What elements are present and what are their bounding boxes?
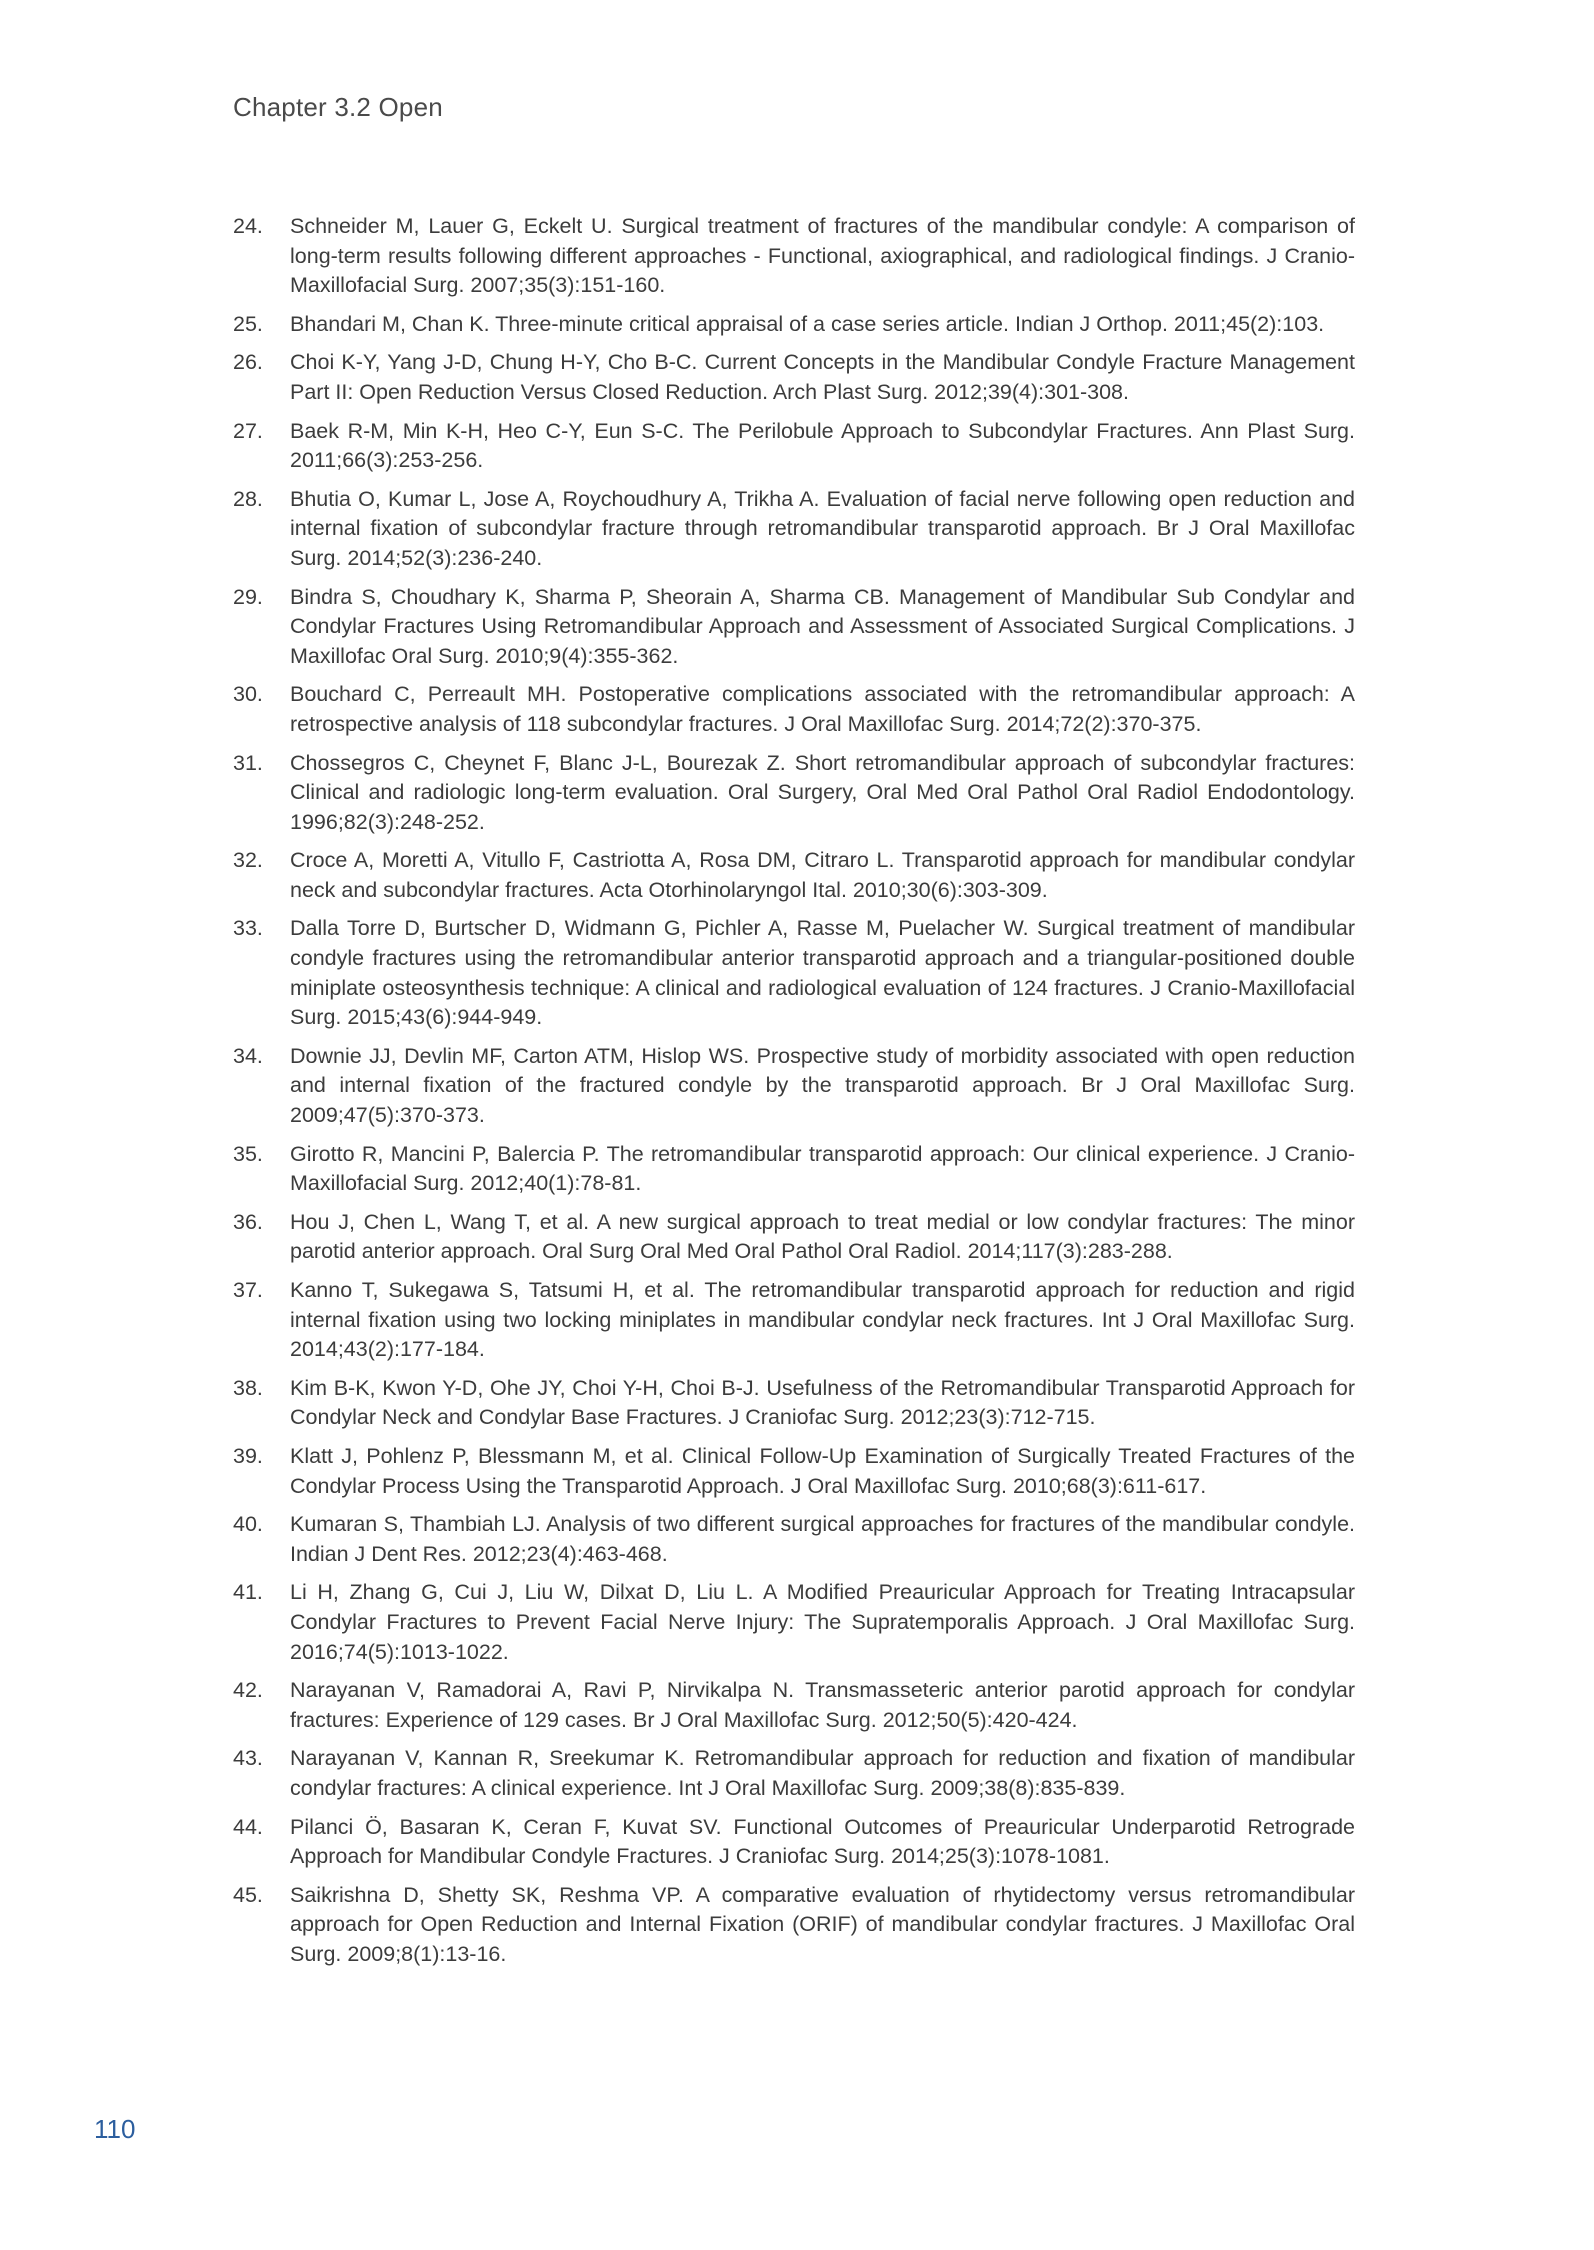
reference-text: Saikrishna D, Shetty SK, Reshma VP. A comparative evaluation of rhytidectomy versus retromandibular approach for Open Reduction and Internal Fixation (ORIF) of mandibular condylar fractures. J Maxillofac Oral Surg. 2009;8(1):13-16. [290, 1882, 1355, 1966]
reference-text: Baek R-M, Min K-H, Heo C-Y, Eun S-C. The Perilobule Approach to Subcondylar Fractures. Ann Plast Surg. 2011;66(3):253-256. [290, 418, 1355, 473]
reference-number: 24. [233, 214, 263, 238]
reference-number: 33. [233, 916, 263, 941]
reference-number: 28. [233, 486, 263, 511]
reference-item [233, 1374, 1355, 1433]
reference-number: 42. [233, 1678, 263, 1703]
reference-list [233, 212, 1355, 1978]
reference-text: Kim B-K, Kwon Y-D, Ohe JY, Choi Y-H, Choi B-J. Usefulness of the Retromandibular Transparotid Approach for Condylar Neck and Condylar Base Fractures. J Craniofac Surg. 2012;23(3):712-715. [290, 1375, 1355, 1430]
reference-text: Dalla Torre D, Burtscher D, Widmann G, Pichler A, Rasse M, Puelacher W. Surgical treatment of mandibular condyle fractures using the retromandibular anterior transparotid approach and a triangular-positioned double miniplate osteosynthesis technique: A clinical and radiological evaluation of 124 fractures. J Cranio-Maxillofacial Surg. 2015;43(6):944-949. [290, 916, 1355, 1030]
reference-item [233, 749, 1355, 838]
reference-text: Narayanan V, Ramadorai A, Ravi P, Nirvikalpa N. Transmasseteric anterior parotid approach for condylar fractures: Experience of 129 cases. Br J Oral Maxillofac Surg. 2012;50(5):420-424. [290, 1678, 1355, 1732]
reference-number: 32. [233, 848, 263, 873]
reference-item [233, 1140, 1355, 1199]
reference-number: 35. [233, 1141, 263, 1166]
reference-number: 27. [233, 418, 263, 443]
page-number: 110 [94, 2114, 136, 2144]
reference-item [233, 1676, 1355, 1735]
reference-text: Pilanci Ö, Basaran K, Ceran F, Kuvat SV. Functional Outcomes of Preauricular Underparotid Retrograde Approach for Mandibular Condyle Fractures. J Craniofac Surg. 2014;25(3):1078-1081. [290, 1814, 1355, 1869]
reference-number: 40. [233, 1512, 263, 1537]
reference-number: 30. [233, 682, 263, 707]
reference-item [233, 1881, 1355, 1970]
reference-item [233, 1276, 1355, 1365]
reference-text: Chossegros C, Cheynet F, Blanc J-L, Bourezak Z. Short retromandibular approach of subcondylar fractures: Clinical and radiologic long-term evaluation. Oral Surgery, Oral Med Oral Pathol Oral Radiol Endodontology. 1996;82(3):248-252. [290, 750, 1355, 834]
reference-text: Bouchard C, Perreault MH. Postoperative complications associated with the retromandibular approach: A retrospective analysis of 118 subcondylar fractures. J Oral Maxillofac Surg. 2014;72(2):370-375. [290, 682, 1355, 736]
reference-text: Downie JJ, Devlin MF, Carton ATM, Hislop WS. Prospective study of morbidity associated with open reduction and internal fixation of the fractured condyle by the transparotid approach. Br J Oral Maxillofac Surg. 2009;47(5):370-373. [290, 1043, 1355, 1128]
reference-item [233, 417, 1355, 476]
reference-number: 29. [233, 584, 263, 609]
reference-number: 39. [233, 1443, 263, 1468]
reference-text: Narayanan V, Kannan R, Sreekumar K. Retromandibular approach for reduction and fixation of mandibular condylar fractures: A clinical experience. Int J Oral Maxillofac Surg. 2009;38(8):835-839. [290, 1746, 1355, 1800]
reference-number: 34. [233, 1043, 263, 1068]
reference-text: Bhutia O, Kumar L, Jose A, Roychoudhury A, Trikha A. Evaluation of facial nerve following open reduction and internal fixation of subcondylar fracture through retromandibular transparotid approach. Br J Oral Maxillofac Surg. 2014;52(3):236-240. [290, 486, 1355, 570]
reference-text: Kanno T, Sukegawa S, Tatsumi H, et al. The retromandibular transparotid approach for reduction and rigid internal fixation using two locking miniplates in mandibular condylar neck fractures. Int J Oral Maxillofac Surg. 2014;43(2):177-184. [290, 1278, 1355, 1362]
reference-text: Hou J, Chen L, Wang T, et al. A new surgical approach to treat medial or low condylar fractures: The minor parotid anterior approach. Oral Surg Oral Med Oral Pathol Oral Radiol. 2014;117(3):283-288. [290, 1209, 1355, 1264]
reference-item [233, 1578, 1355, 1667]
reference-text: Bhandari M, Chan K. Three-minute critical appraisal of a case series article. Indian J Orthop. 2011;45(2):103. [290, 311, 1325, 336]
reference-number: 44. [233, 1814, 263, 1839]
running-head: Chapter 3.2 Open [233, 92, 443, 122]
reference-text: Bindra S, Choudhary K, Sharma P, Sheorain A, Sharma CB. Management of Mandibular Sub Condylar and Condylar Fractures Using Retromandibular Approach and Assessment of Associated Surgical Complications. J Maxillofac Oral Surg. 2010;9(4):355-362. [290, 584, 1355, 668]
reference-number: 45. [233, 1882, 263, 1907]
reference-item [233, 1813, 1355, 1872]
reference-text: Li H, Zhang G, Cui J, Liu W, Dilxat D, Liu L. A Modified Preauricular Approach for Treating Intracapsular Condylar Fractures to Prevent Facial Nerve Injury: The Supratemporalis Approach. J Oral Maxillofac Surg. 2016;74(5):1013-1022. [290, 1580, 1355, 1664]
reference-item [233, 1208, 1355, 1267]
reference-item [233, 1744, 1355, 1803]
reference-number: 31. [233, 750, 263, 775]
reference-item [233, 1042, 1355, 1131]
reference-number: 25. [233, 311, 263, 336]
reference-item [233, 348, 1355, 407]
reference-text: Girotto R, Mancini P, Balercia P. The retromandibular transparotid approach: Our clinical experience. J Cranio-Maxillofacial Surg. 2012;40(1):78-81. [290, 1141, 1355, 1196]
reference-number: 43. [233, 1746, 263, 1771]
reference-item [233, 680, 1355, 739]
reference-item [233, 212, 1355, 301]
reference-text: Schneider M, Lauer G, Eckelt U. Surgical treatment of fractures of the mandibular condyle: A comparison of long-term results following different approaches - Functional, axiographical, and radiological findings. J Cranio-Maxillofacial Surg. 2007;35(3):151-160. [290, 214, 1355, 298]
reference-item [233, 1442, 1355, 1501]
reference-item [233, 485, 1355, 574]
reference-text: Choi K-Y, Yang J-D, Chung H-Y, Cho B-C. Current Concepts in the Mandibular Condyle Fracture Management Part II: Open Reduction Versus Closed Reduction. Arch Plast Surg. 2012;39(4):301-308. [290, 350, 1355, 404]
reference-text: Klatt J, Pohlenz P, Blessmann M, et al. Clinical Follow-Up Examination of Surgically Treated Fractures of the Condylar Process Using the Transparotid Approach. J Oral Maxillofac Surg. 2010;68(3):611-617. [290, 1443, 1355, 1498]
reference-item [233, 583, 1355, 672]
reference-item [233, 310, 1355, 340]
reference-number: 36. [233, 1209, 263, 1234]
reference-text: Croce A, Moretti A, Vitullo F, Castriotta A, Rosa DM, Citraro L. Transparotid approach for mandibular condylar neck and subcondylar fractures. Acta Otorhinolaryngol Ital. 2010;30(6):303-309. [290, 848, 1355, 902]
reference-item [233, 914, 1355, 1032]
reference-item [233, 846, 1355, 905]
reference-number: 37. [233, 1278, 263, 1302]
reference-number: 26. [233, 350, 263, 375]
reference-number: 41. [233, 1580, 263, 1605]
reference-item [233, 1510, 1355, 1569]
reference-number: 38. [233, 1375, 263, 1400]
reference-text: Kumaran S, Thambiah LJ. Analysis of two different surgical approaches for fractures of the mandibular condyle. Indian J Dent Res. 2012;23(4):463-468. [290, 1512, 1355, 1566]
